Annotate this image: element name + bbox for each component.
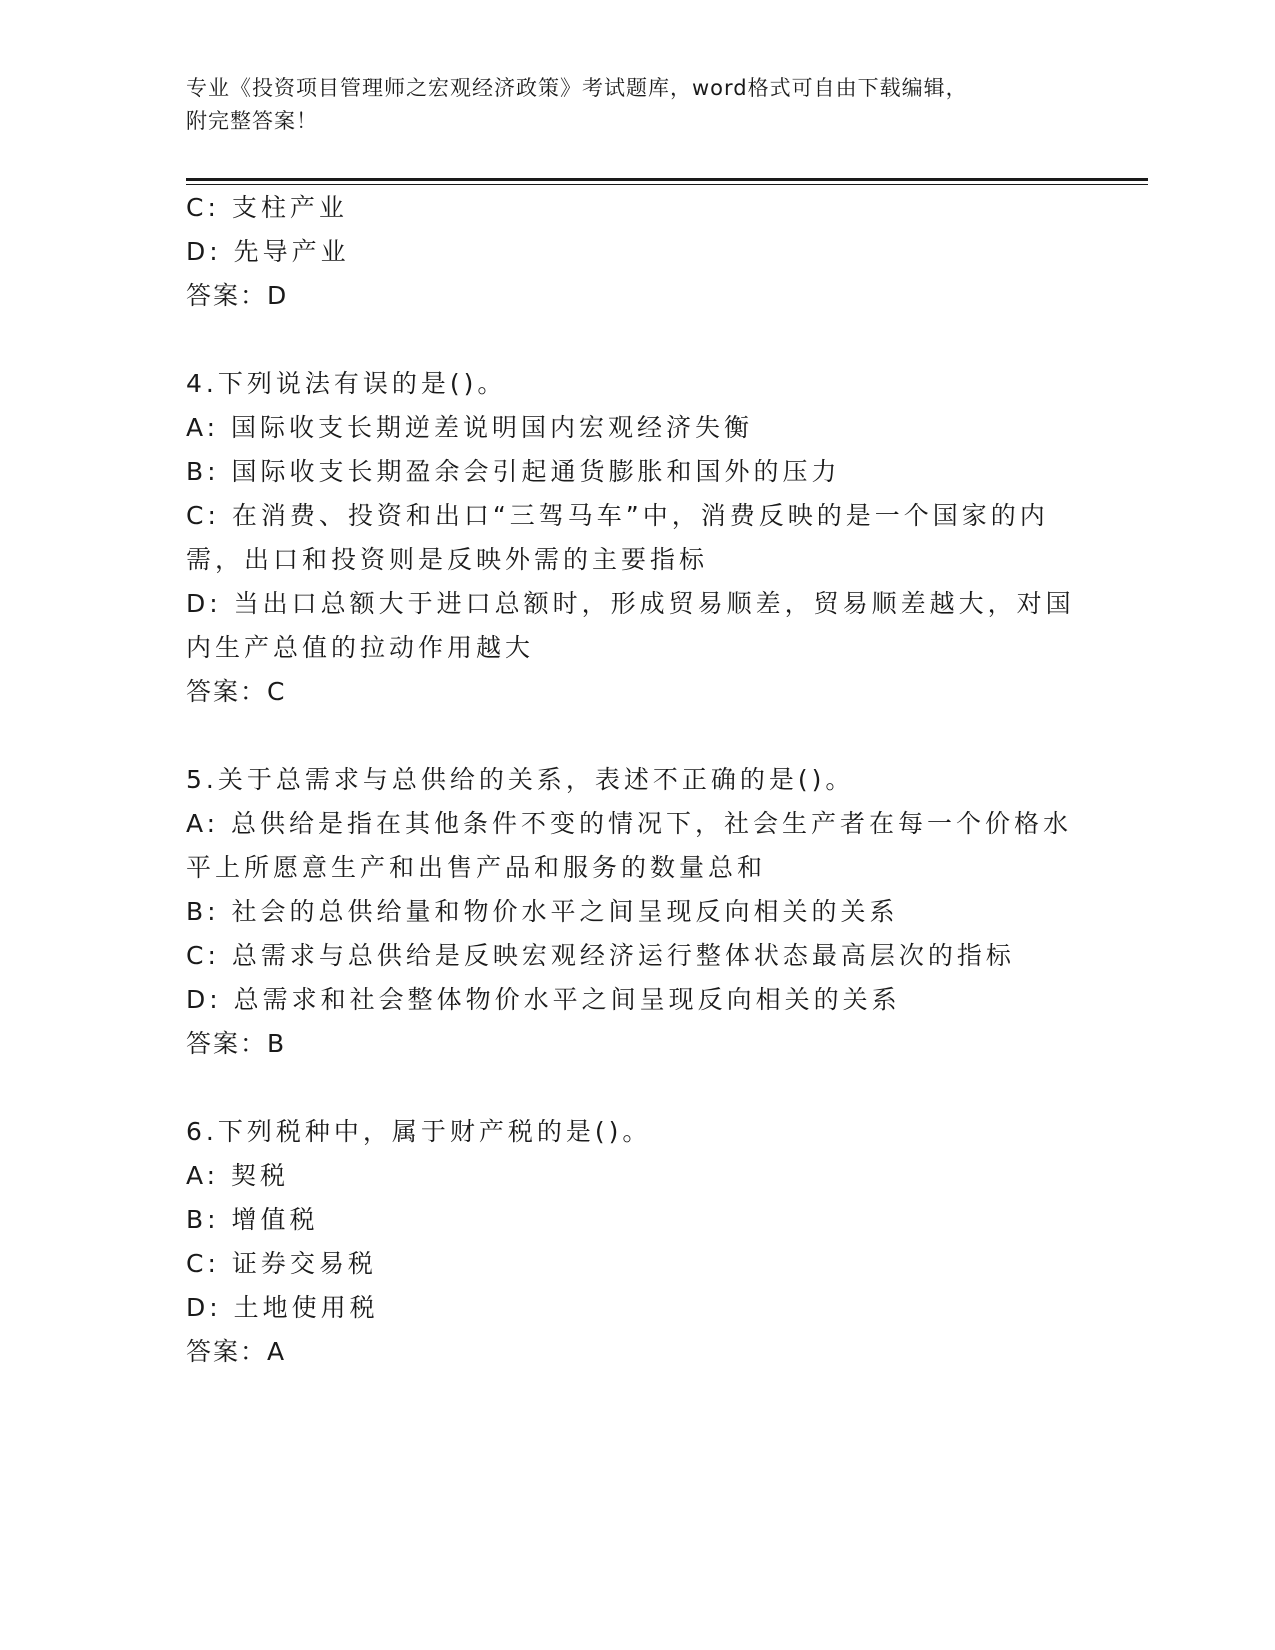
q4-option-d-line-2: 内生产总值的拉动作用越大 [186,633,535,662]
q5-option-b: B: 社会的总供给量和物价水平之间呈现反向相关的关系 [186,897,899,926]
q6-option-b: B: 增值税 [186,1205,319,1234]
q3-option-c: C: 支柱产业 [186,193,348,222]
q5-option-c: C: 总需求与总供给是反映宏观经济运行整体状态最高层次的指标 [186,941,1015,970]
q5-option-d: D: 总需求和社会整体物价水平之间呈现反向相关的关系 [186,985,901,1014]
header-divider-thin [186,184,1148,185]
q5-stem: 5.关于总需求与总供给的关系，表述不正确的是()。 [186,765,855,794]
q5-answer: 答案：B [186,1029,287,1058]
header-line-1: 专业《投资项目管理师之宏观经济政策》考试题库，word格式可自由下载编辑， [186,76,968,100]
q3-answer: 答案：D [186,281,289,310]
q4-option-c-line-1: C: 在消费、投资和出口“三驾马车”中，消费反映的是一个国家的内 [186,501,1049,530]
q6-option-d: D: 土地使用税 [186,1293,379,1322]
q4-option-d-line-1: D: 当出口总额大于进口总额时，形成贸易顺差，贸易顺差越大，对国 [186,589,1075,618]
q4-stem: 4.下列说法有误的是()。 [186,369,507,398]
q4-answer: 答案：C [186,677,287,706]
q6-stem: 6.下列税种中，属于财产税的是()。 [186,1117,652,1146]
q4-option-c-line-2: 需，出口和投资则是反映外需的主要指标 [186,545,709,574]
q6-option-c: C: 证券交易税 [186,1249,377,1278]
q4-option-b: B: 国际收支长期盈余会引起通货膨胀和国外的压力 [186,457,841,486]
q5-option-a-line-1: A: 总供给是指在其他条件不变的情况下，社会生产者在每一个价格水 [186,809,1073,838]
document-header [186,72,1086,138]
header-line-2: 附完整答案！ [186,109,318,133]
header-divider-thick [186,178,1148,181]
q6-option-a: A: 契税 [186,1161,290,1190]
q4-option-a: A: 国际收支长期逆差说明国内宏观经济失衡 [186,413,754,442]
q5-option-a-line-2: 平上所愿意生产和出售产品和服务的数量总和 [186,853,767,882]
q6-answer: 答案：A [186,1337,287,1366]
q3-option-d: D: 先导产业 [186,237,350,266]
